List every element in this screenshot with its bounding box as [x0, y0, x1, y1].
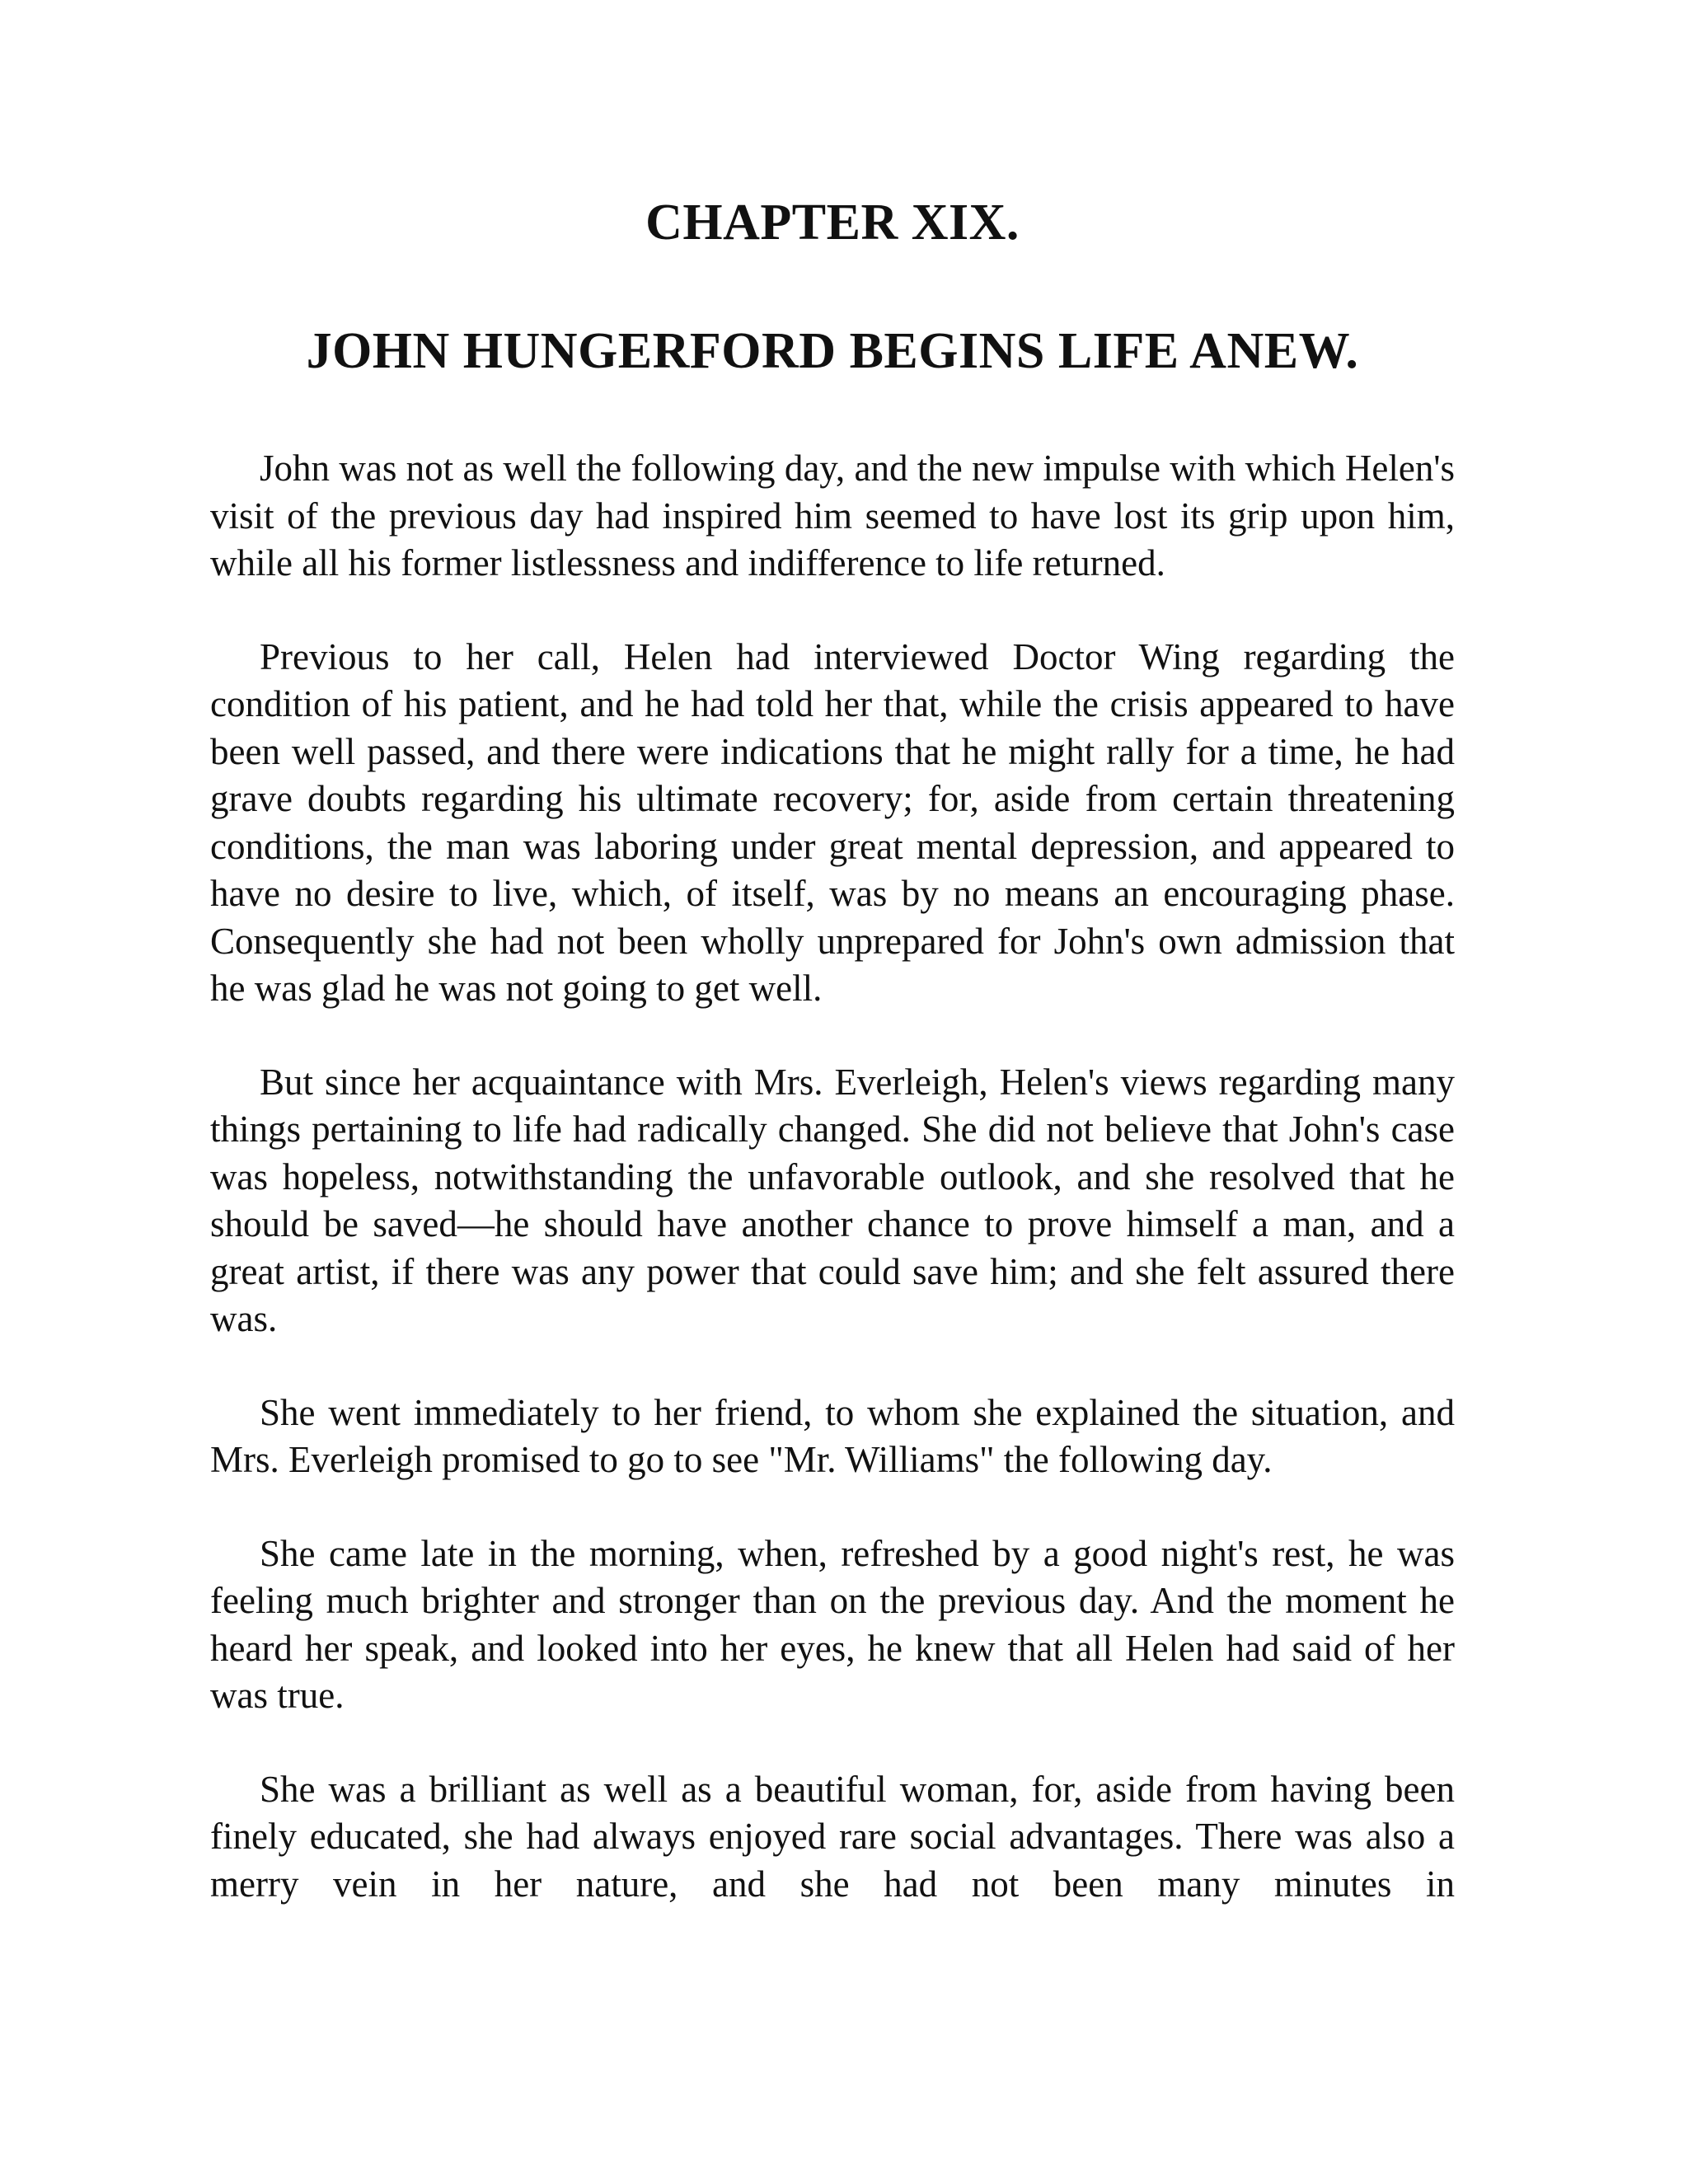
paragraph: John was not as well the following day, and the new impulse with which Helen's visit of the previous day had inspired him seemed to have lost its grip upon him, while all his former listlessness and indifference to life returned.: [210, 448, 1455, 583]
paragraph: She went immediately to her friend, to whom she explained the situation, and Mrs. Everleigh promised to go to see "Mr. Williams" the following day.: [210, 1391, 1455, 1480]
paragraph: But since her acquaintance with Mrs. Everleigh, Helen's views regarding many things pertaining to life had radically changed. She did not believe that John's case was hopeless, notwithstanding the unfavorable outlook, and she resolved that he should be saved—he should have another chance to prove himself a man, and a great artist, if there was any power that could save him; and she felt assured there was.: [210, 1061, 1455, 1339]
chapter-title: JOHN HUNGERFORD BEGINS LIFE ANEW.: [306, 323, 1359, 379]
paragraph: Previous to her call, Helen had interviewed Doctor Wing regarding the condition of his patient, and he had told her that, while the crisis appeared to have been well passed, and there were indications that he might rally for a time, he had grave doubts regarding his ultimate recovery; for, aside from certain threatening conditions, the man was laboring under great mental depression, and appeared to have no desire to live, which, of itself, was by no means an encouraging phase. Consequently she had not been wholly unprepared for John's own admission that he was glad he was not going to get well.: [210, 635, 1455, 1009]
paragraph: She came late in the morning, when, refreshed by a good night's rest, he was feeling much brighter and stronger than on the previous day. And the moment he heard her speak, and looked into her eyes, he knew that all Helen had said of her was true.: [210, 1532, 1455, 1716]
chapter-number: CHAPTER XIX.: [645, 194, 1020, 251]
chapter-body: [210, 445, 1455, 1908]
paragraph: She was a brilliant as well as a beautiful woman, for, aside from having been finely educated, she had always enjoyed rare social advantages. There was also a merry vein in her nature, and she had not been many minutes in: [210, 1768, 1455, 1905]
book-page: [210, 190, 1455, 1908]
